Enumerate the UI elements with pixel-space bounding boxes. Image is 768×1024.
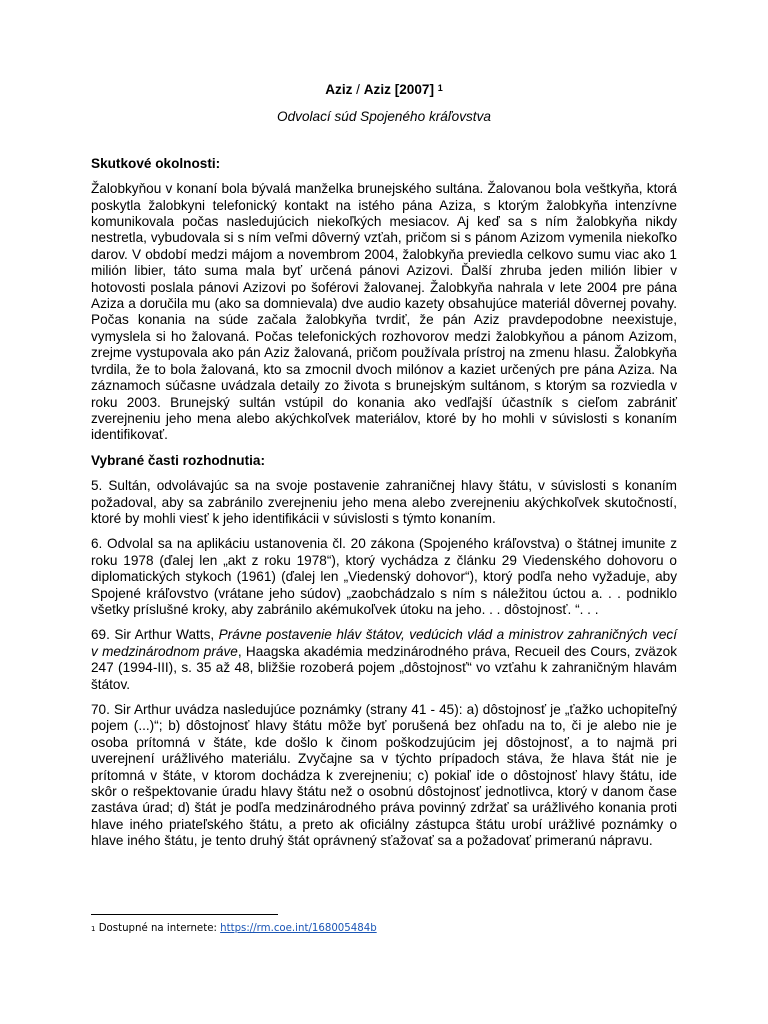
paragraph-69-book-title: Právne postavenie hláv štátov, vedúcich vlád a ministrov zahraničných vecí v medzinárodnom práve xyxy=(91,627,677,659)
case-title-party1: Aziz xyxy=(325,82,353,97)
paragraph-70: 70. Sir Arthur uvádza nasledujúce poznámky (strany 41 - 45): a) dôstojnosť je „ťažko uchopiteľný pojem (...)“; b) dôstojnosť hlavy štátu môže byť porušená bez ohľadu na to, či je alebo nie je osoba prítomná v štáte, kde došlo k činom poškodzujúcim jej dôstojnosť, a to najmä pri uverejnení urážlivého materiálu. Zvyčajne sa v týchto prípadoch stáva, že hlava štát nie je prítomná v štáte, v ktorom dochádza k zverejneniu; c) pokiaľ ide o dôstojnosť hlavy štátu, ide skôr o rešpektovanie úradu hlavy štátu než o osobnú dôstojnosť jednotlivca, ktorý v danom čase zastáva úrad; d) štát je podľa medzinárodného práva povinný zdržať sa urážlivého konania proti hlave iného priateľského štátu, a preto ak oficiálny zástupca štátu urobí urážlivé poznámky o hlave iného štátu, je tento druhý štát oprávnený sťažovať sa a požadovať primeranú nápravu. xyxy=(91,702,677,849)
footnote xyxy=(91,922,677,936)
court-name: Odvolací súd Spojeného kráľovstva xyxy=(277,109,491,125)
case-title xyxy=(91,82,677,98)
paragraph-5: 5. Sultán, odvolávajúc sa na svoje postavenie zahraničnej hlavy štátu, v súvislosti s konaním požadoval, aby sa zabránilo zverejneniu jeho mena alebo zverejneniu akýchkoľvek skutočností, ktoré by mohli viesť k jeho identifikácii v súvislosti s týmto konaním. xyxy=(91,478,677,526)
facts-heading: Skutkové okolnosti: xyxy=(91,155,221,171)
paragraph-6: 6. Odvolal sa na aplikáciu ustanovenia čl. 20 zákona (Spojeného kráľovstva) o štátnej imunite z roku 1978 (ďalej len „akt z roku 1978“), ktorý vychádza z článku 29 Viedenského dohovoru o diplomatických stykoch (1961) (ďalej len „Viedenský dohovor“), ktorý podľa neho vyžaduje, aby Spojené kráľovstvo (vrátane jeho súdov) „zaobchádzalo s ním s náležitou úctou a. . . podniklo všetky príslušné kroky, aby zabránilo akémukoľvek útoku na jeho. . . dôstojnosť. “. . . xyxy=(91,536,677,617)
footnote-link[interactable]: https://rm.coe.int/168005484b xyxy=(220,923,377,934)
footnote-number: 1 xyxy=(91,925,96,933)
footnote-separator xyxy=(91,914,278,915)
case-title-separator: / xyxy=(352,82,364,97)
paragraph-69-prefix: 69. Sir Arthur Watts, xyxy=(91,627,219,643)
paragraph-69-suffix: , Haagska akadémia medzinárodného práva, Recueil des Cours, zväzok 247 (1994-III), s. 35 až 48, bližšie rozoberá pojem „dôstojnosť“ vo vzťahu k zahraničným hlavám štátov. xyxy=(91,643,678,692)
paragraph-69 xyxy=(91,627,677,693)
decision-heading: Vybrané časti rozhodnutia: xyxy=(91,452,265,468)
facts-paragraph: Žalobkyňou v konaní bola bývalá manželka brunejského sultána. Žalovanou bola veštkyňa, ktorá poskytla žalobkyni telefonický kontakt na istého pána Aziza, s ktorým žalobkyňa intenzívne komunikovala počas nasledujúcich niekoľkých mesiacov. Aj keď sa s ním žalobkyňa nikdy nestretla, vybudovala si s ním veľmi dôverný vzťah, pričom si s pánom Azizom vymenila niekoľko darov. V období medzi májom a novembrom 2004, žalobkyňa previedla celkovo sumu viac ako 1 milión libier, táto suma mala byť určená pánovi Azizovi. Ďalší zhruba jeden milión libier v hotovosti poslala pánovi Azizovi po šoférovi žalovanej. Žalobkyňa nahrala v lete 2004 pre pána Aziza a doručila mu (ako sa domnievala) dve audio kazety obsahujúce materiál dôvernej povahy. Počas konania na súde začala žalobkyňa tvrdiť, že pán Aziz pravdepodobne neexistuje, vymyslela si ho žalovaná. Počas telefonických rozhovorov medzi žalobkyňou a pánom Azizom, zrejme vystupovala ako pán Aziz žalovaná, pričom používala prístroj na zmenu hlasu. Žalobkyňa tvrdila, že to bola žalovaná, kto sa zmocnil dvoch milónov a kaziet určených pre pána Aziza. Na záznamoch súčasne uvádzala detaily zo života s brunejským sultánom, s ktorým sa rozviedla v roku 2003. Brunejský sultán vstúpil do konania ako vedľajší účastník s cieľom zabrániť zverejneniu jeho mena alebo akýchkoľvek materiálov, ktoré by ho mohli v súvislosti s konaním identifikovať. xyxy=(91,181,677,443)
footnote-text: Dostupné na internete: xyxy=(95,923,221,934)
case-title-party2-year: Aziz [2007] xyxy=(363,82,434,97)
document-body xyxy=(91,82,677,850)
footnote-reference: 1 xyxy=(437,83,443,93)
